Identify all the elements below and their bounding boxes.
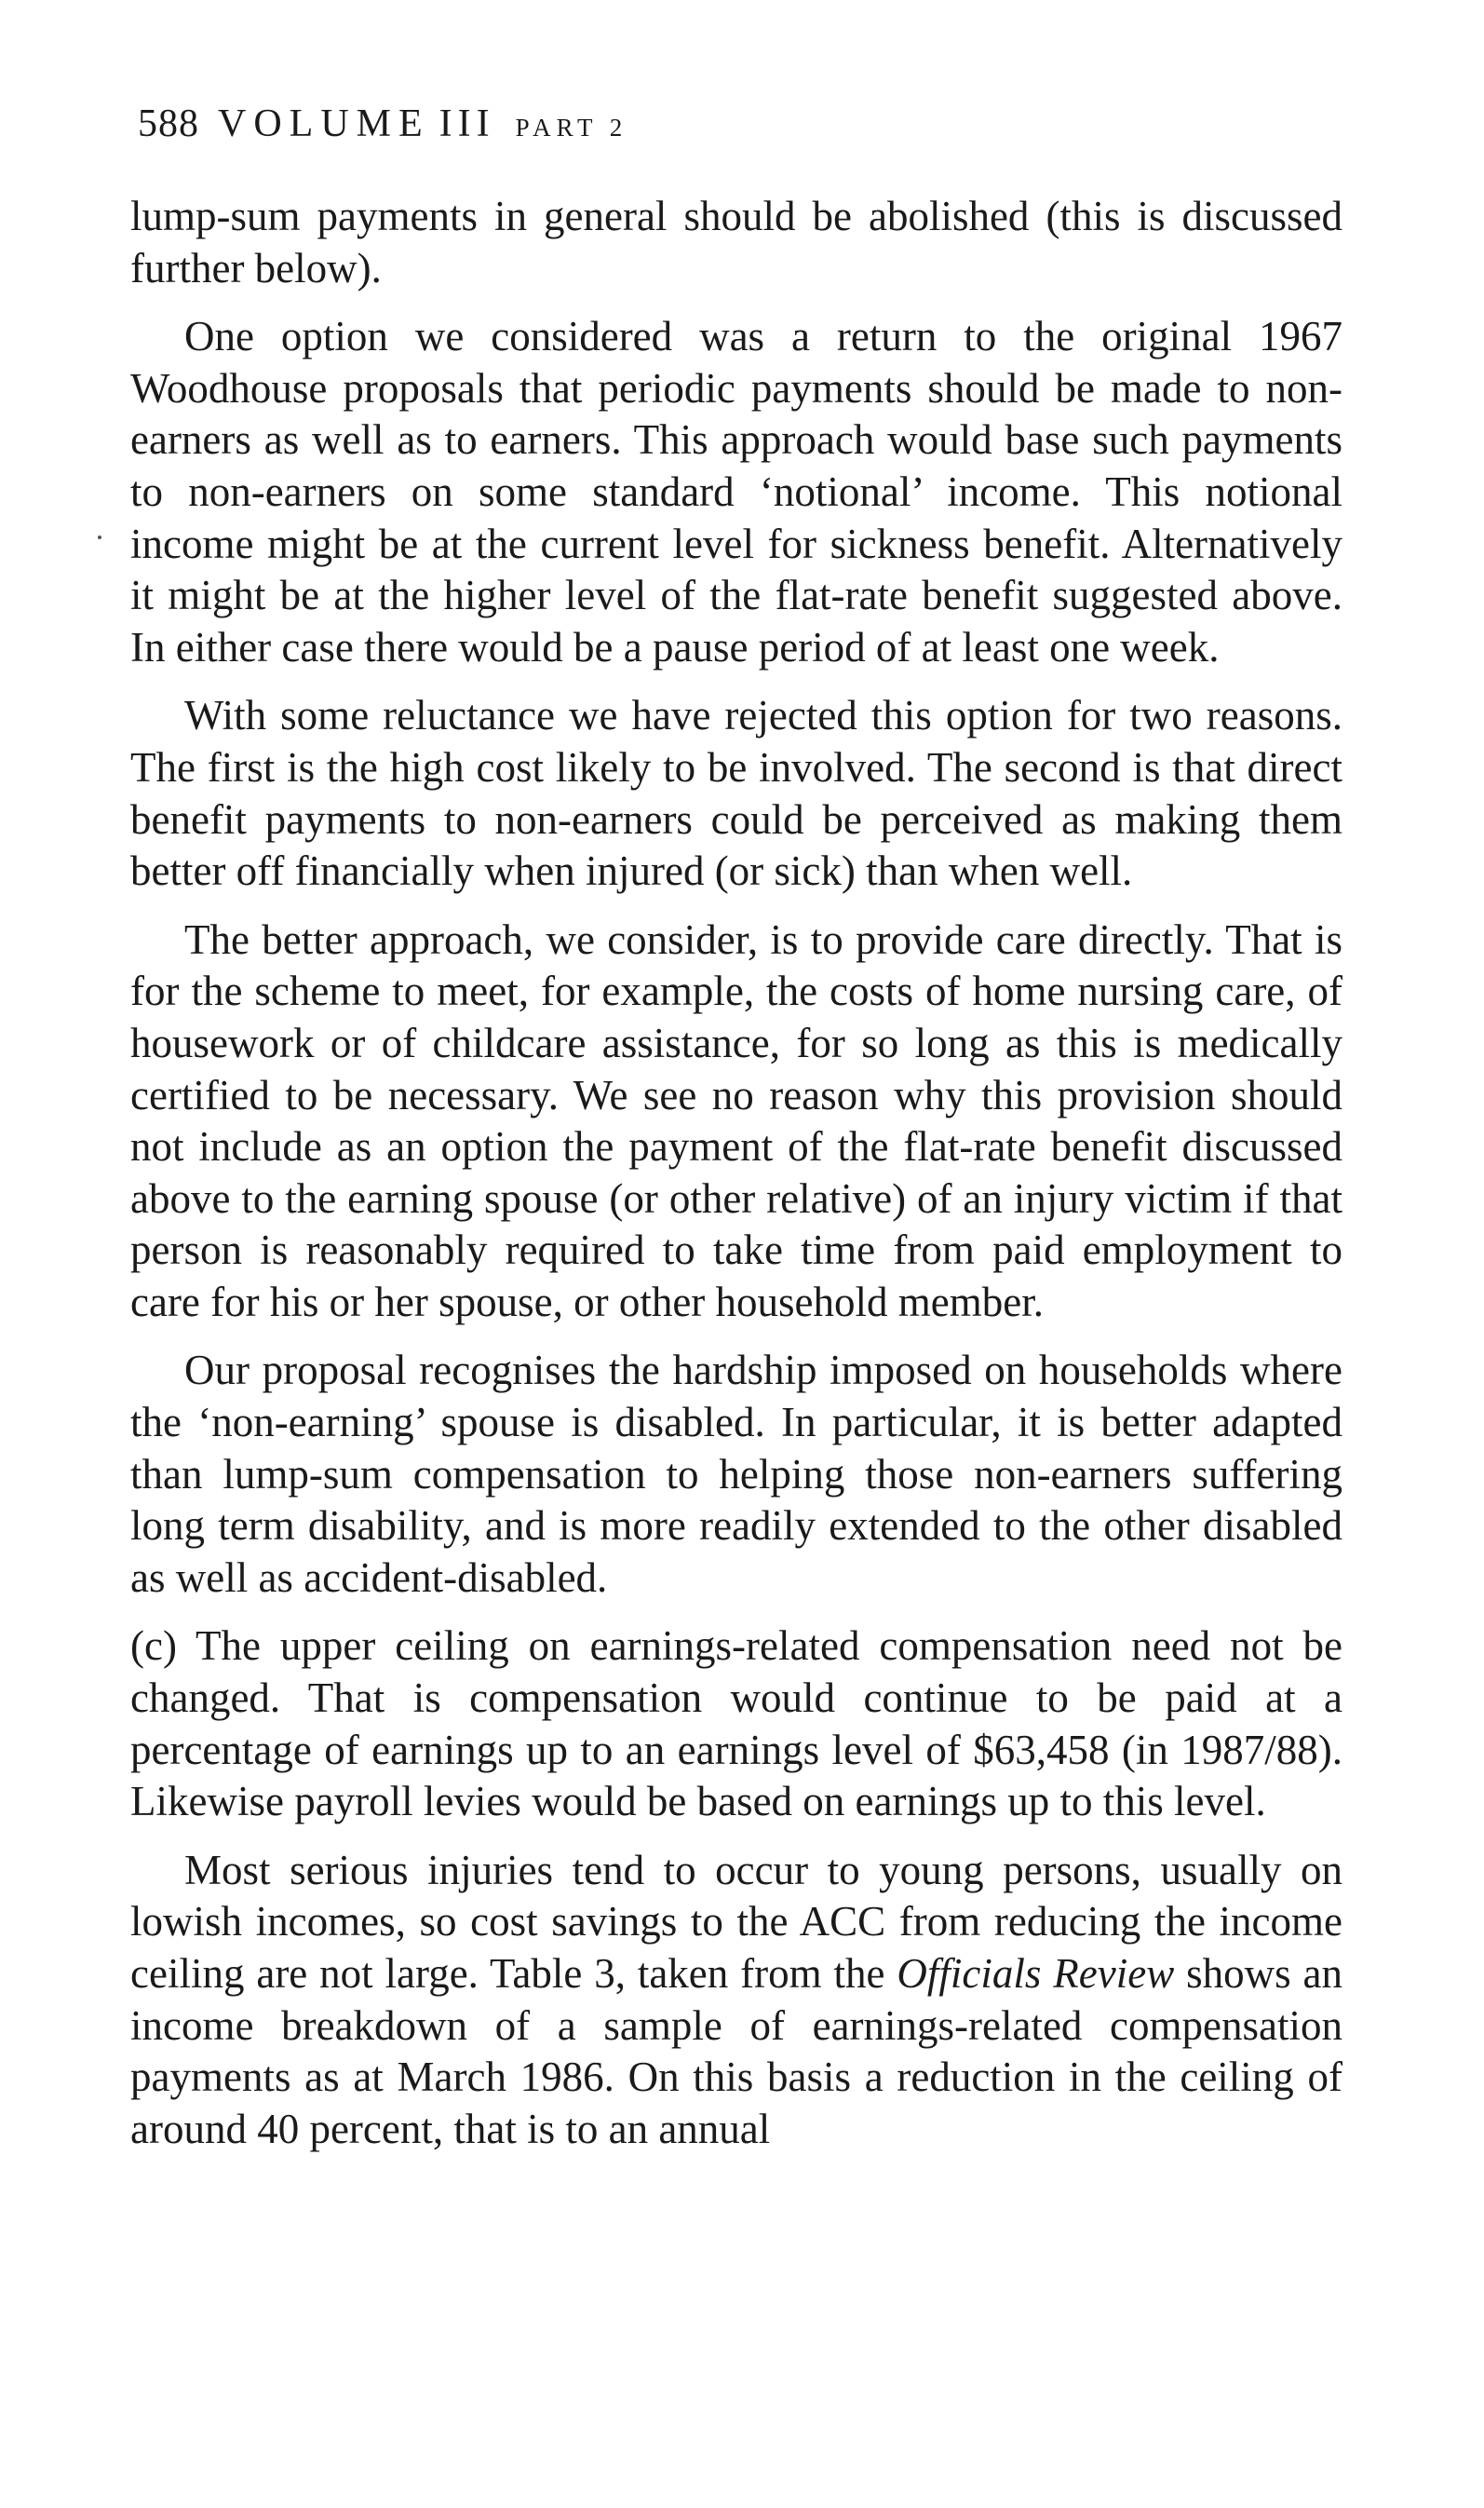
paragraph-option: One option we considered was a return to the original 1967 Woodhouse proposals that periodic payments should be made to non-earners as well as to earners. This approach would base such payments to non-earners on some standard ‘notional’ income. This notional income might be at the current level for sickness benefit. Alternatively it might be at the higher level of the flat-rate benefit suggested above. In either case there would be a pause period of at least one week. — [130, 313, 1342, 671]
paragraph-approach: The better approach, we consider, is to provide care directly. That is for the scheme to meet, for example, the costs of home nursing care, of housework or of childcare assistance, for so long as this is medically certified to be necessary. We see no reason why this provision should not include as an option the payment of the flat-rate benefit discussed above to the earning spouse (or other relative) of an injury victim if that person is reasonably required to take time from paid employment to care for his or her spouse, or other household member. — [130, 915, 1342, 1325]
paragraph-cost-savings — [130, 1845, 1342, 2156]
running-header — [138, 104, 627, 143]
part-label: PART 2 — [515, 114, 628, 142]
cost-savings-text-start: Most serious injuries tend to occur to young persons, usually on lowish incomes, so cost savings to the ACC from reducing the income ceiling are not large. Table 3, taken from the — [130, 1846, 1342, 1997]
body-text — [130, 191, 1342, 2172]
paragraph-item-c: (c) The upper ceiling on earnings-related compensation need not be changed. That is compensation would continue to be paid at a percentage of earnings up to an earnings level of $63,458 (in 1987/88). Likewise payroll levies would be based on earnings up to this level. — [130, 1622, 1342, 1825]
margin-dot — [98, 535, 101, 539]
officials-review-title: Officials Review — [897, 1950, 1175, 1997]
volume-label: VOLUME — [218, 102, 430, 145]
paragraph-proposal: Our proposal recognises the hardship imposed on households where the ‘non-earning’ spouse is disabled. In particular, it is better adapted than lump-sum compensation to helping those non-earners suffering long term disability, and is more readily extended to the other disabled as well as accident-disabled. — [130, 1347, 1342, 1601]
paragraph-continuation: lump-sum payments in general should be abolished (this is discussed further below). — [130, 193, 1342, 291]
page-number: 588 — [138, 102, 199, 145]
volume-number: III — [438, 102, 495, 145]
paragraph-rejection: With some reluctance we have rejected this option for two reasons. The first is the high cost likely to be involved. The second is that direct benefit payments to non-earners could be perceived as making them better off financially when injured (or sick) than when well. — [130, 692, 1342, 895]
cost-savings-text-end: shows an income breakdown of a sample of earnings-related compensation payments as at March 1986. On this basis a reduction in the ceiling of around 40 percent, that is to an annual — [130, 1950, 1342, 2152]
